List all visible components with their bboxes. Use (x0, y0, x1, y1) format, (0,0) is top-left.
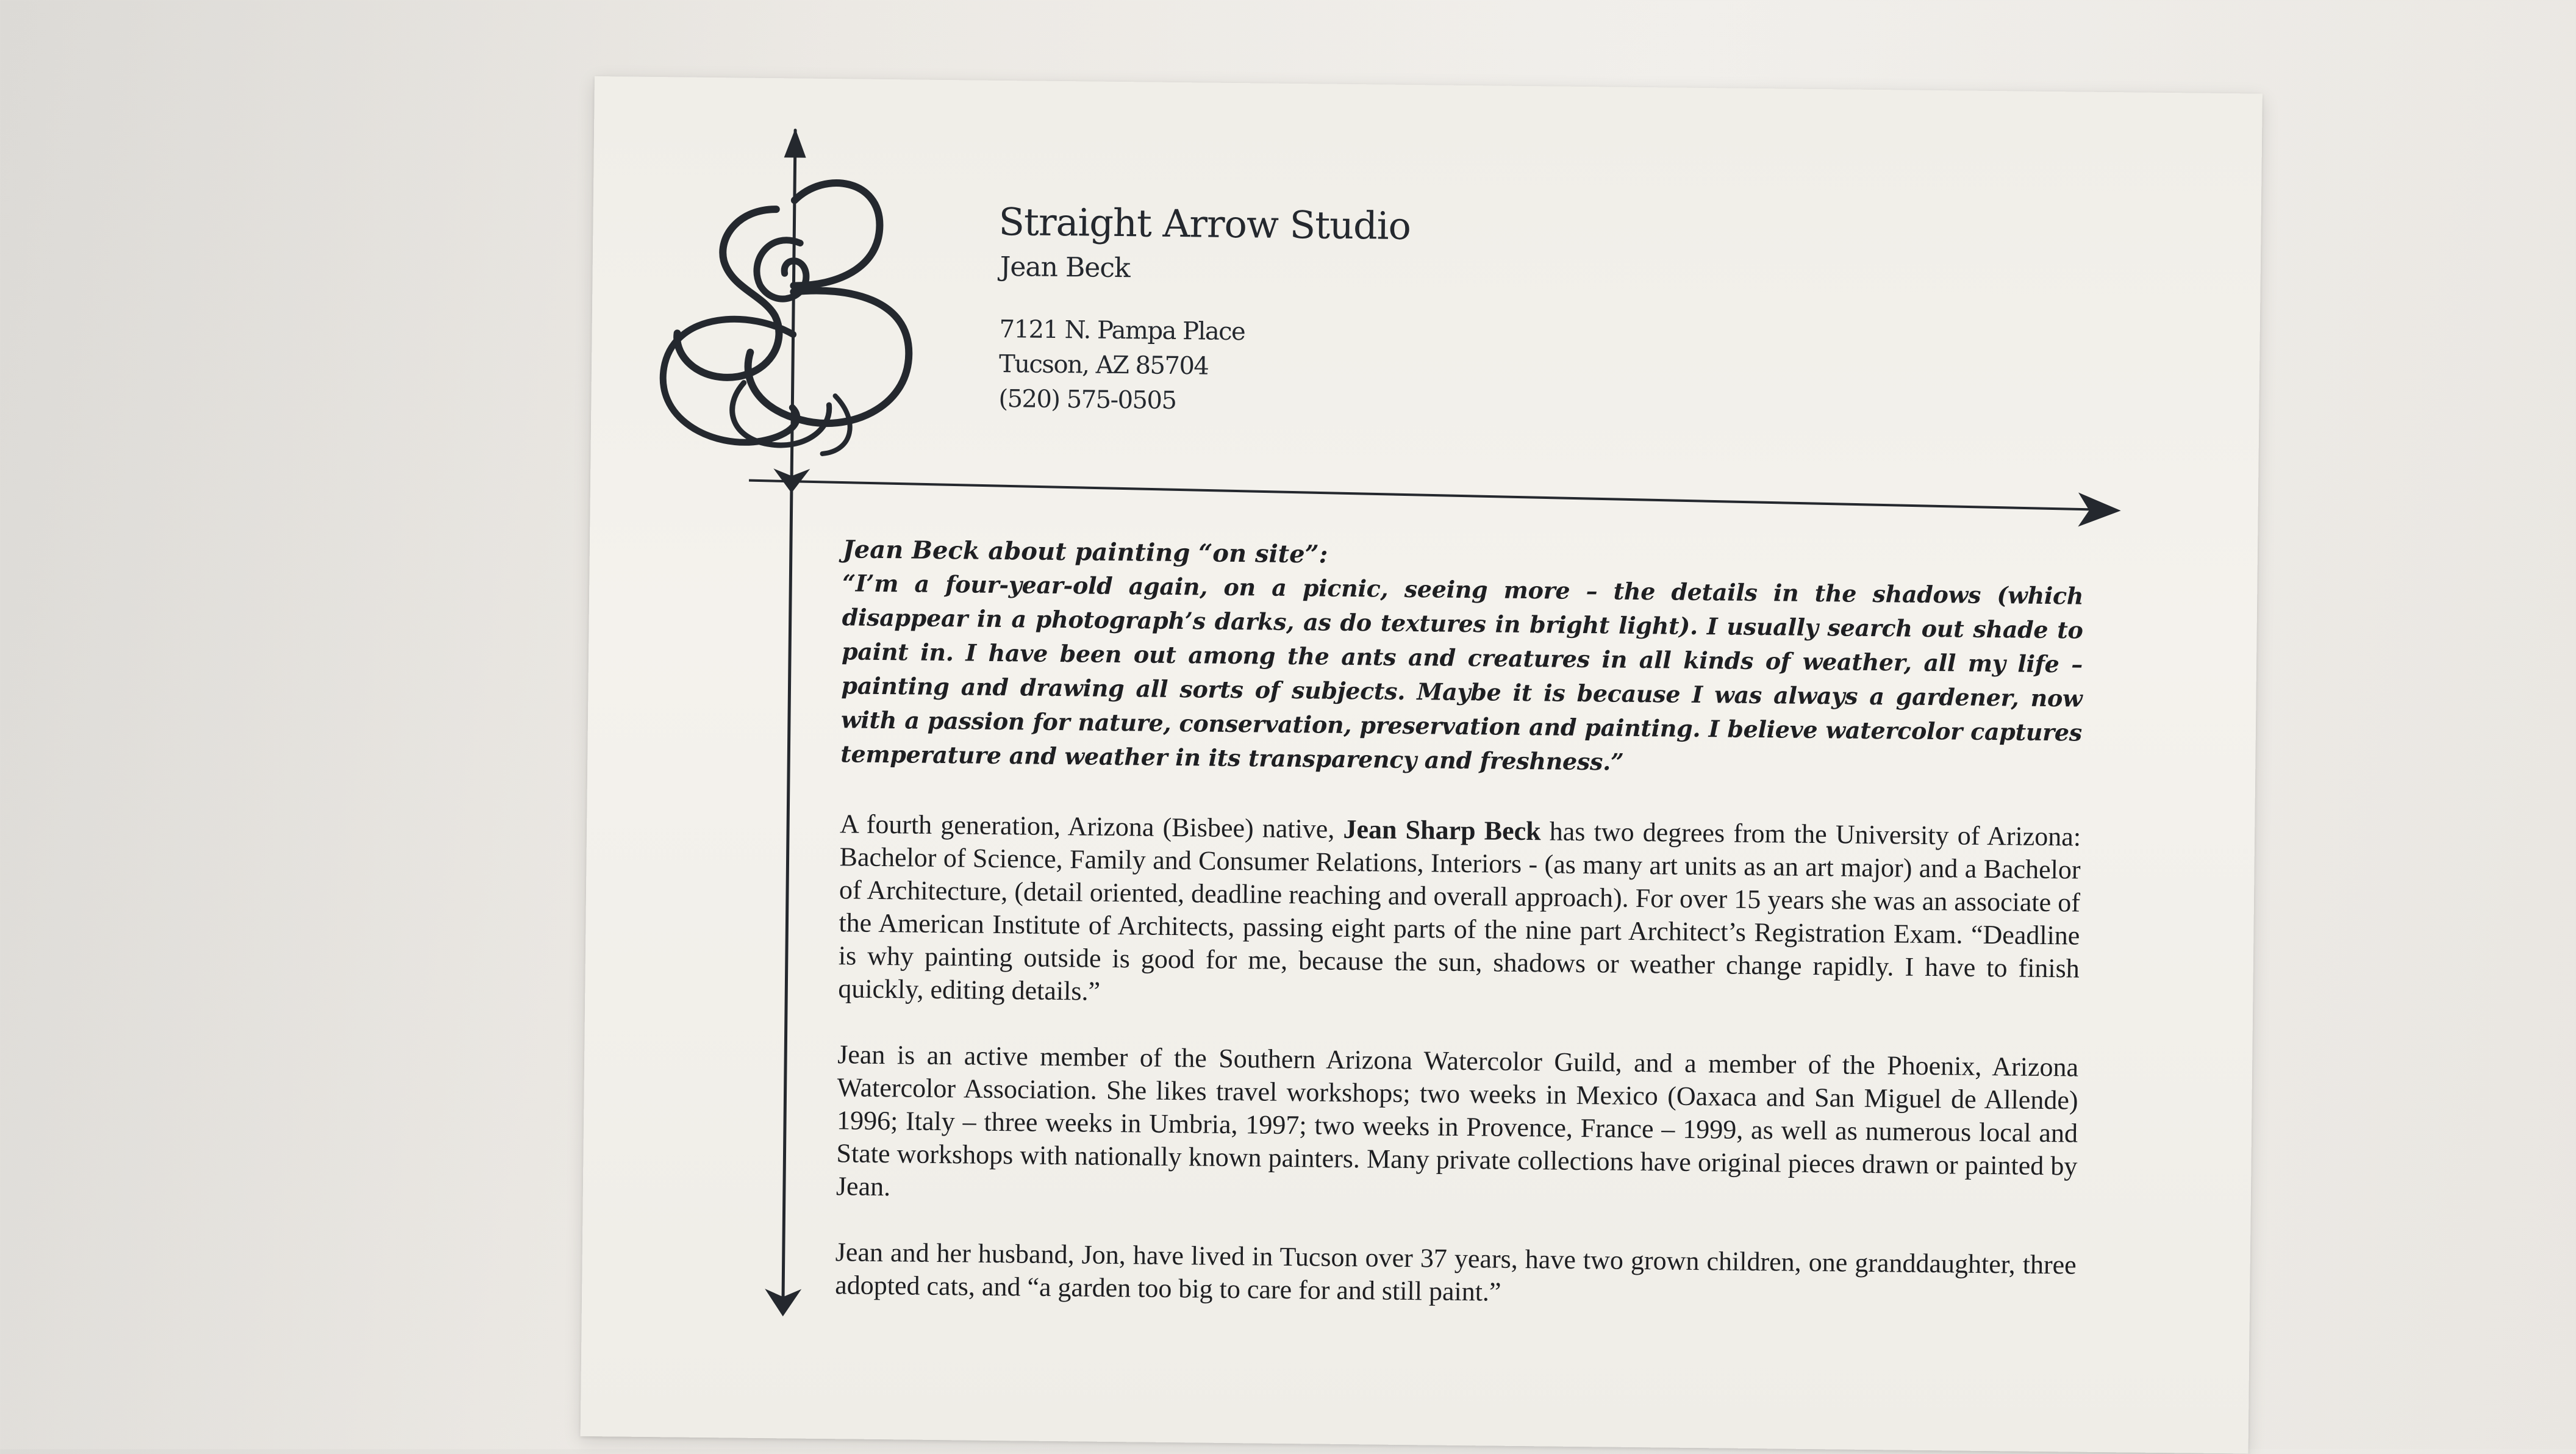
address-city: Tucson, AZ 85704 (998, 349, 1209, 381)
phone-number: (520) 575-0505 (998, 384, 1176, 415)
full-name-bold: Jean Sharp Beck (1343, 814, 1541, 847)
para1-start: A fourth generation, Arizona (Bisbee) native, (839, 809, 1343, 844)
studio-name: Straight Arrow Studio (998, 199, 1411, 249)
bio-paragraph-memberships: Jean is an active member of the Southern Arizona Watercolor Guild, and a member of the Phoenix, Arizona Watercolor Association. She likes travel workshops; two weeks in Mexico (Oaxaca and San Miguel de Allende) 1996; Italy – three weeks in Umbria, 1997; two weeks in Provence, France – 1999, as well as numerous local and State workshops with nationally known painters. Many private collections have original pieces drawn or painted by Jean. (835, 1039, 2079, 1202)
bio-paragraph-education (838, 808, 2081, 1018)
quote-heading: Jean Beck about painting “on site”: (842, 535, 1328, 569)
address-street: 7121 N. Pampa Place (999, 315, 1245, 346)
letter-paper (581, 76, 2263, 1454)
bio-paragraph-family: Jean and her husband, Jon, have lived in Tucson over 37 years, have two grown children, one granddaughter, three adopted cats, and “a garden too big to care for and still paint.” (835, 1237, 2077, 1307)
person-name: Jean Beck (1000, 251, 1130, 284)
horizontal-arrow-icon (749, 479, 2121, 528)
para1-rest: has two degrees from the University of Arizona: Bachelor of Science, Family and Consumer Relations, Interiors - (as many art units as an art major) and a Bachelor of Architecture, (detail oriented, deadline reaching and overall approach). For over 15 years she was an associate of the American Institute of Architects, passing eight parts of the nine part Architect’s Registration Exam. “Deadline is why painting outside is good for me, because the sun, shadows or weather change rapidly. I have to finish quickly, editing details.” (838, 816, 2081, 1006)
letter-body (834, 533, 2084, 1347)
artist-quote: “I’m a four-year-old again, on a picnic, seeing more – the details in the shadows (which disappear in a photograph’s darks, as do textures in bright light). I usually search out shade to paint in. I have been out among the ants and creatures in all kinds of weather, all my life – painting and drawing all sorts of subjects. Maybe it is because I was always a gardener, now with a passion for nature, conservation, preservation and painting. I believe watercolor captures temperature and weather in its transparency and freshness.” (840, 569, 2084, 776)
